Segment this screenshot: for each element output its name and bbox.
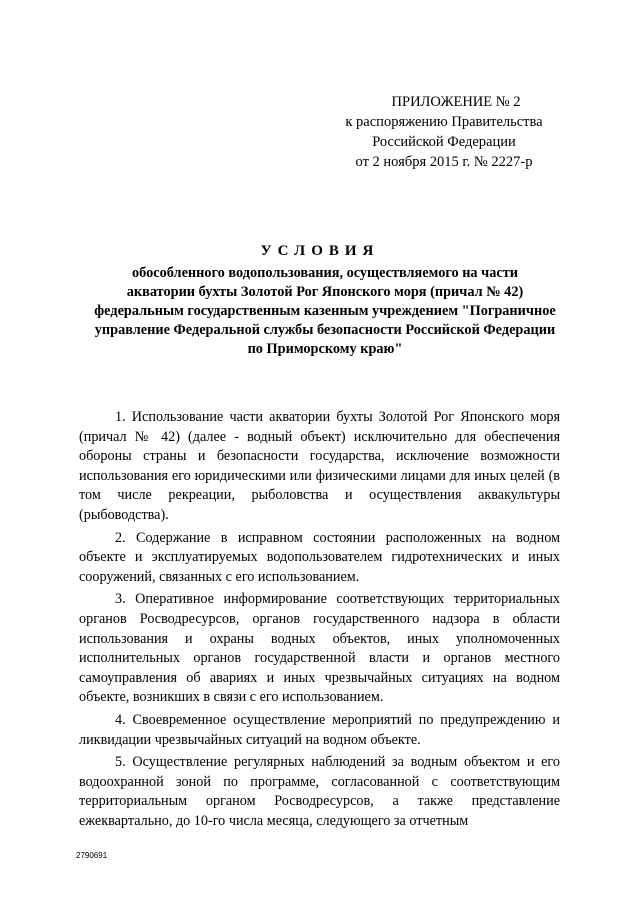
document-subtitle [90, 264, 560, 359]
appendix-reference: к распоряжению Правительства [345, 114, 543, 130]
paragraph-1: 1. Использование части акватории бухты Золотой Рог Японского моря (причал № 42) (далее - водный объект) исключительно для обеспечения обороны страны и безопасности государства, исключение возможности использования его юридическими или физическими лицами для иных целей (в том числе рекреации, рыболовства и осуществления аквакультуры (рыбоводства). [79, 409, 560, 523]
appendix-date: от 2 ноября 2015 г. № 2227-р [355, 154, 533, 170]
paragraph-4: 4. Своевременное осуществление мероприятий по предупреждению и ликвидации чрезвычайных ситуаций на водном объекте. [79, 711, 560, 748]
document-code: 2790691 [76, 851, 108, 860]
subtitle-line: обособленного водопользования, осуществляемого на части [132, 265, 518, 281]
document-body [79, 408, 560, 834]
subtitle-line: по Приморскому краю" [247, 341, 403, 357]
appendix-header [318, 92, 570, 172]
subtitle-line: федеральным государственным казенным учреждением "Пограничное [94, 303, 556, 319]
appendix-number: ПРИЛОЖЕНИЕ № 2 [391, 94, 521, 110]
subtitle-line: акватории бухты Золотой Рог Японского моря (причал № 42) [126, 284, 524, 300]
paragraph-3: 3. Оперативное информирование соответствующих территориальных органов Росводресурсов, органов государственного надзора в области использования и охраны водных объектов, иных уполномоченных исполнительных органов государственной власти и органов местного самоуправления об авариях и иных чрезвычайных ситуациях на водном объекте, возникших в связи с его использованием. [79, 591, 560, 706]
appendix-government: Российской Федерации [372, 134, 516, 150]
subtitle-line: управление Федеральной службы безопасности Российской Федерации [94, 322, 556, 338]
document-title: УСЛОВИЯ [260, 243, 380, 259]
paragraph-5: 5. Осуществление регулярных наблюдений за водным объектом и его водоохранной зоной по программе, согласованной с соответствующим территориальным органом Росводресурсов, а также представление ежеквартально, до 10-го числа месяца, следующего за отчетным [79, 754, 560, 829]
paragraph-2: 2. Содержание в исправном состоянии расположенных на водном объекте и эксплуатируемых водопользователем гидротехнических и иных сооружений, связанных с его использованием. [79, 529, 560, 585]
